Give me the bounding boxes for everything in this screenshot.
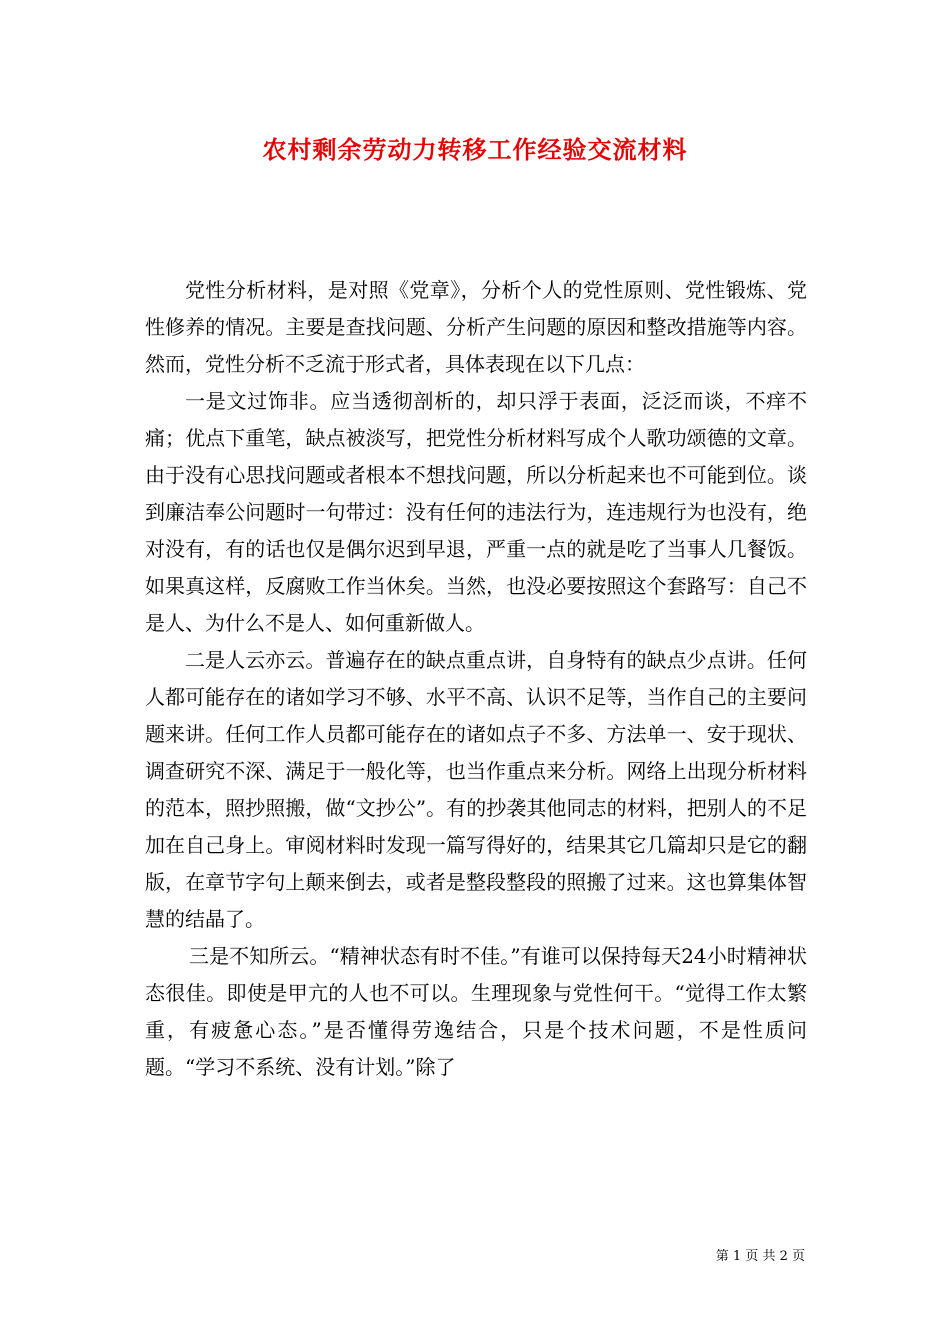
document-title: 农村剩余劳动力转移工作经验交流材料 [262,135,688,164]
paragraph-intro: 党性分析材料，是对照《党章》，分析个人的党性原则、党性锻炼、党性修养的情况。主要是查找问题、分析产生问题的原因和整改措施等内容。然而，党性分析不乏流于形式者，具体表现在以下几点： [145,278,807,376]
page-number: 第 1 页 共 2 页 [715,1249,805,1264]
document-body [145,272,807,1086]
paragraph-point-one: 一是文过饰非。应当透彻剖析的，却只浮于表面，泛泛而谈，不痒不痛；优点下重笔，缺点被淡写，把党性分析材料写成个人歌功颂德的文章。由于没有心思找问题或者根本不想找问题，所以分析起来也不可能到位。谈到廉洁奉公问题时一句带过：没有任何的违法行为，连违规行为也没有，绝对没有，有的话也仅是偶尔迟到早退，严重一点的就是吃了当事人几餐饭。如果真这样，反腐败工作当休矣。当然，也没必要按照这个套路写：自己不是人、为什么不是人、如何重新做人。 [145,389,807,635]
paragraph-point-two: 二是人云亦云。普遍存在的缺点重点讲，自身特有的缺点少点讲。任何人都可能存在的诸如学习不够、水平不高、认识不足等，当作自己的主要问题来讲。任何工作人员都可能存在的诸如点子不多、方法单一、安于现状、调查研究不深、满足于一般化等，也当作重点来分析。网络上出现分析材料的范本，照抄照搬，做“文抄公”。有的抄袭其他同志的材料，把别人的不足加在自己身上。审阅材料时发现一篇写得好的，结果其它几篇却只是它的翻版，在章节字句上颠来倒去，或者是整段整段的照搬了过来。这也算集体智慧的结晶了。 [145,648,807,931]
paragraph-point-three: 三是不知所云。“精神状态有时不佳。”有谁可以保持每天24小时精神状态很佳。即使是甲亢的人也不可以。生理现象与党性何干。“觉得工作太繁重，有疲惫心态。”是否懂得劳逸结合，只是个技术问题，不是性质问题。“学习不系统、没有计划。”除了 [145,944,807,1079]
